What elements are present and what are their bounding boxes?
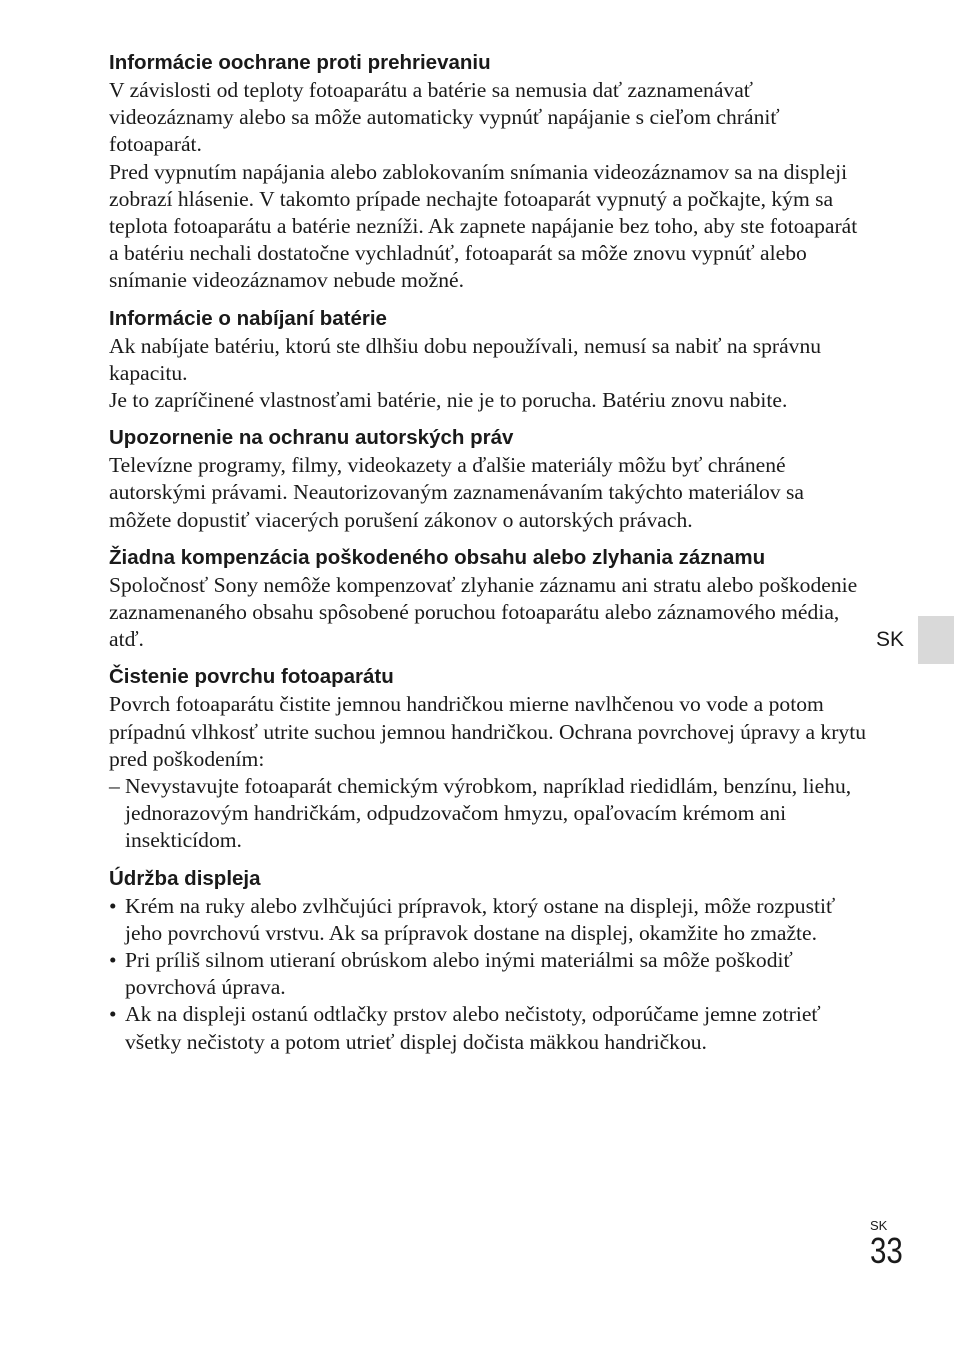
paragraph: Spoločnosť Sony nemôže kompenzovať zlyhanie záznamu ani stratu alebo poškodenie zaznamenaného obsahu spôsobené poruchou fotoaparátu alebo záznamového média, atď.	[109, 572, 858, 652]
section-display-care	[109, 864, 869, 1056]
list-item-text: Nevystavujte fotoaparát chemickým výrobkom, napríklad riedidlám, benzínu, liehu, jednorazovým handričkám, odpudzovačom hmyzu, opaľovacím krémom ani insekticídom.	[125, 774, 852, 853]
bullet-list-item	[109, 947, 869, 1001]
section-heading: Upozornenie na ochranu autorských práv	[109, 426, 514, 450]
language-side-tab	[918, 616, 954, 664]
paragraph: Televízne programy, filmy, videokazety a ďalšie materiály môžu byť chránené autorskými právami. Neautorizovaným zaznamenávaním takýchto materiálov sa môžete dopustiť viacerých porušení zákonov o autorských právach.	[109, 453, 804, 532]
list-item-text: Pri príliš silnom utieraní obrúskom alebo inými materiálmi sa môže poškodiť povrchová úprava.	[125, 948, 793, 1000]
section-heading: Čistenie povrchu fotoaparátu	[109, 665, 394, 689]
section-heading: Žiadna kompenzácia poškodeného obsahu alebo zlyhania záznamu	[109, 545, 766, 569]
section-heading: Informácie o nabíjaní batérie	[109, 306, 387, 330]
footer-language-code: SK	[870, 1218, 888, 1233]
document-body	[109, 48, 869, 1065]
paragraph: Povrch fotoaparátu čistite jemnou handričkou mierne navlhčenou vo vode a potom prípadnú vlhkosť utrite suchou jemnou handričkou. Ochrana povrchovej úpravy a krytu pred poškodením:	[109, 692, 867, 771]
list-item-text: Ak na displeji ostanú odtlačky prstov alebo nečistoty, odporúčame jemne zotrieť všetky nečistoty a potom utrieť displej dočista mäkkou handričkou.	[125, 1002, 821, 1054]
bullet-list-item	[109, 1001, 869, 1055]
section-copyright	[109, 423, 869, 534]
paragraph: Ak nabíjate batériu, ktorú ste dlhšiu dobu nepoužívali, nemusí sa nabiť na správnu kapacitu.	[109, 333, 822, 385]
bullet-list-item	[109, 893, 869, 947]
bullet-marker: •	[109, 948, 117, 973]
paragraph: Pred vypnutím napájania alebo zablokovaním snímania videozáznamov sa na displeji zobrazí hlásenie. V takomto prípade nechajte fotoaparát vypnutý a počkajte, kým sa teplota fotoaparátu a batérie nezníži. Ak zapnete napájanie bez toho, aby ste fotoaparát a batériu nechali dostatočne vychladnúť, fotoaparát sa môže znovu vypnúť alebo snímanie videozáznamov nebude možné.	[109, 159, 858, 293]
section-battery-charging	[109, 304, 869, 415]
section-heading: Údržba displeja	[109, 866, 261, 890]
page-number: 33	[870, 1230, 903, 1271]
section-no-compensation	[109, 543, 869, 654]
paragraph: V závislosti od teploty fotoaparátu a batérie sa nemusia dať zaznamenávať videozáznamy alebo sa môže automaticky vypnúť napájanie s cieľom chrániť fotoaparát.	[109, 78, 780, 157]
bullet-marker: •	[109, 1002, 117, 1027]
list-item-text: Krém na ruky alebo zvlhčujúci prípravok, ktorý ostane na displeji, môže rozpustiť jeho povrchovú vrstvu. Ak sa prípravok dostane na displej, okamžite ho zmažte.	[125, 893, 836, 945]
paragraph: Je to zapríčinené vlastnosťami batérie, nie je to porucha. Batériu znovu nabite.	[109, 388, 788, 413]
dash-list-item	[109, 773, 869, 855]
section-heading: Informácie oochrane proti prehrievaniu	[109, 51, 491, 74]
dash-marker: –	[109, 774, 120, 799]
language-side-label: SK	[876, 628, 905, 651]
bullet-marker: •	[109, 893, 117, 918]
section-overheating	[109, 48, 869, 295]
section-cleaning	[109, 662, 869, 854]
